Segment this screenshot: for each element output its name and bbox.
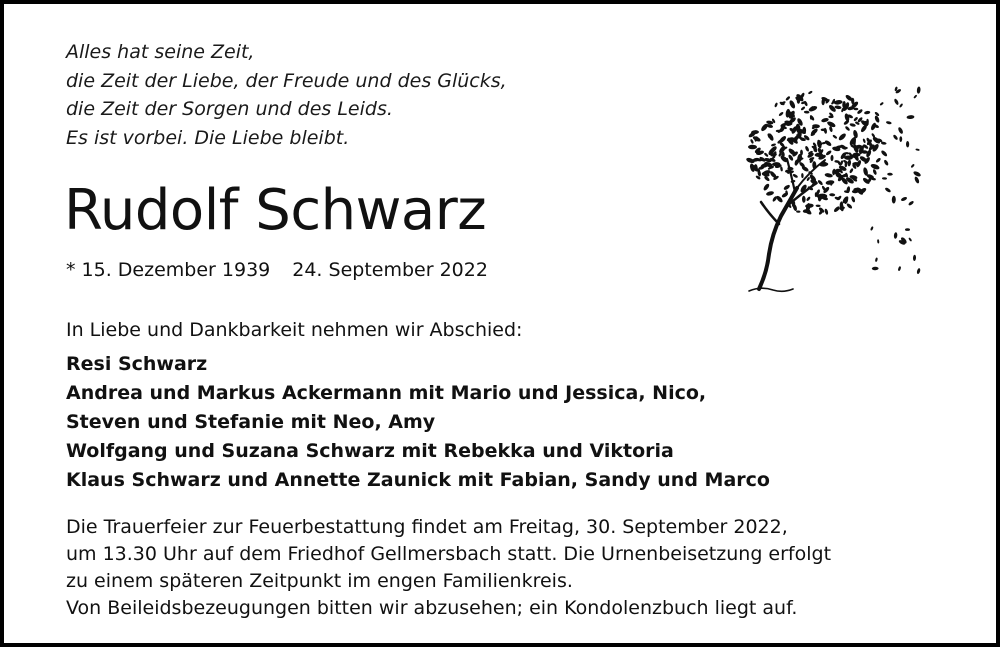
poem-line: die Zeit der Sorgen und des Leids. [66, 98, 393, 120]
poem-line: die Zeit der Liebe, der Freude und des Glücks, [66, 69, 507, 92]
poem [66, 38, 507, 152]
death-date: 24. September 2022 [292, 259, 488, 281]
windblown-tree-icon [739, 64, 924, 294]
notice-line: zu einem späteren Zeitpunkt im engen Familienkreis. [66, 570, 573, 592]
farewell-intro: In Liebe und Dankbarkeit nehmen wir Abschied: [66, 319, 523, 341]
mourner-line: Wolfgang und Suzana Schwarz mit Rebekka und Viktoria [66, 440, 674, 462]
notice-line: Von Beileidsbezeugungen bitten wir abzusehen; ein Kondolenzbuch liegt auf. [66, 597, 798, 619]
life-dates [66, 256, 488, 284]
mourner-line: Klaus Schwarz und Annette Zaunick mit Fabian, Sandy und Marco [66, 469, 770, 491]
poem-line: Alles hat seine Zeit, [66, 41, 255, 63]
deceased-name: Rudolf Schwarz [64, 178, 487, 243]
poem-line: Es ist vorbei. Die Liebe bleibt. [66, 126, 350, 149]
birth-date: * 15. Dezember 1939 [66, 259, 271, 281]
mourners-list [66, 350, 770, 495]
mourner-line: Steven und Stefanie mit Neo, Amy [66, 411, 436, 433]
mourner-line: Andrea und Markus Ackermann mit Mario und Jessica, Nico, [66, 382, 707, 404]
mourner-line: Resi Schwarz [66, 353, 208, 375]
notice-line: Die Trauerfeier zur Feuerbestattung findet am Freitag, 30. September 2022, [66, 516, 788, 538]
notice-line: um 13.30 Uhr auf dem Friedhof Gellmersbach statt. Die Urnenbeisetzung erfolgt [66, 543, 832, 565]
funeral-notice [66, 514, 831, 622]
